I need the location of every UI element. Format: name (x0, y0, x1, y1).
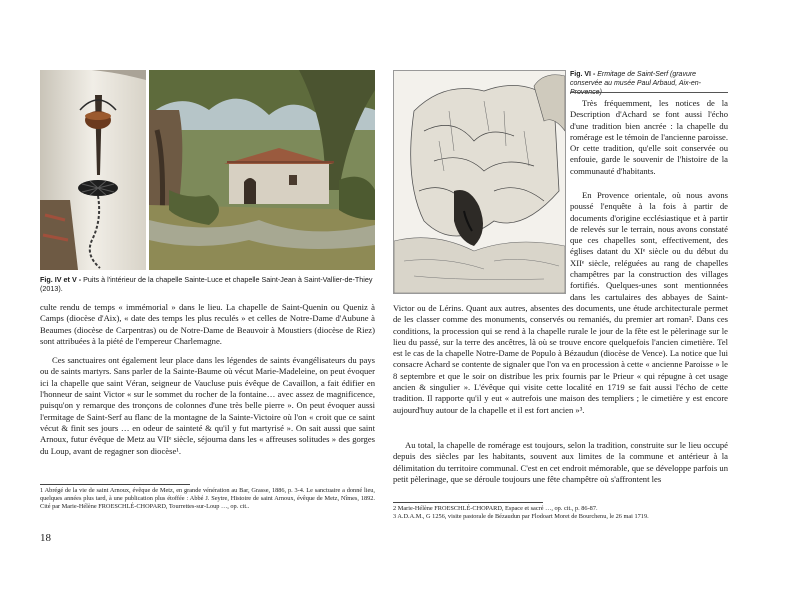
float-spacer (393, 190, 570, 294)
footnote-rule (40, 484, 190, 485)
paragraph-wrap: En Provence orientale, où nous avons poussé l'enquête à la fois à partir de documents d'origine ecclésiastique et à partir de relevés sur le terrain, nous avons constaté que ces chapelles sont, effectivement, des églises datant du XIᵉ siècle ou du début du XIIᵉ siècle, reléguées au rang de chapelles champêtres par la construction des villages fortifiés. Quelques-unes sont mentionnées dans les cartulaires des abbayes de Saint-Victor ou de Lérins. Quant aux autres, absentes des documents, une étude architecturale permet de les classer comme des monuments, conservés ou remaniés, du premier art roman². Dans ces conditions, la procession qui se rend à la chapelle rurale le jour de la fête est le pèlerinage sur le lieu du passé, sur la terre des ancêtres, là où se trouve encore quelquefois l'ancien cimetière. Tel est le cas de la chapelle Notre-Dame de Populo à Bézaudun (diocèse de Vence). La notice que lui consacre Achard se contente de signaler que l'on va en procession à cette « ancienne Paroisse » le 8 septembre et que le soir on distribue les prix fournis par le Prieur « qui répugne à cet usage ancien & singulier ». L'évêque qui visite cette localité en 1719 se fait aussi l'écho de cette tradition. Il rapporte qu'il y eut « autrefois une maison des templiers ; le cimetière y est encore aujourd'huy autour de la chapelle et il est fort ancien »³. (393, 190, 728, 415)
paragraph: culte rendu de temps « immémorial » dans le lieu. La chapelle de Saint-Quenin ou Queniz à Camps (diocèse d'Aix), « date des temps les plus reculés » et celles de Notre-Dame d'Aubune à Beaumes (diocèse de Carpentras) ou de Notre-Dame de Beauvoir à Moustiers (diocèse de Riez) sont attribuées à la piété de l'empereur Charlemagne. (40, 302, 375, 346)
footnote-rule (393, 502, 543, 503)
footnote: 3 A.D.A.M., G 1256, visite pastorale de Bézaudun par Flodoart Moret de Bourchenu, le 26 mai 1719. (393, 513, 649, 521)
caption-label: Fig. IV et V - (40, 275, 84, 284)
right-column-upper-text (570, 98, 728, 177)
figure-iv-v-caption (40, 275, 380, 293)
right-column-lower-text (393, 440, 728, 485)
figure-v-photo (149, 70, 375, 270)
right-column-text (393, 190, 728, 416)
caption-rule (570, 92, 728, 93)
left-footnotes (40, 487, 375, 511)
caption-text: Ermitage de Saint-Serf (gravure conservée au musée Paul Arbaud, Aix-en-Provence) (570, 71, 701, 96)
caption-text: Puits à l'intérieur de la chapelle Sainte-Luce et chapelle Saint-Jean à Saint-Vallier-de-Thiey (2013). (40, 275, 373, 293)
paragraph: Très fréquemment, les notices de la Description d'Achard se font aussi l'écho d'une tradition bien ancrée : la chapelle du romérage est le témoin de l'ancienne paroisse. Or cette tradition, qu'elle soit conservée ou enfouie, garde le souvenir de l'histoire de la communauté d'habitants. (570, 98, 728, 176)
right-footnotes (393, 505, 728, 521)
footnote: 1 Abrégé de la vie de saint Arnoux, évêque de Metz, en grande vénération au Bar, Grasse, 1886, p. 3-4. Le sanctuaire a donné lieu, quelques années plus tard, à une publication plus étoffée : Abbé J. Seytre, Histoire de saint Arnoux, évêque de Metz, Nîmes, 1892. Cité par Marie-Hélène FROESCHLÉ-CHOPARD, Tourrettes-sur-Loup …, op. cit.. (40, 487, 375, 511)
left-column-text (40, 302, 375, 457)
figure-iv-photo (40, 70, 146, 270)
paragraph: Au total, la chapelle de romérage est toujours, selon la tradition, construite sur le lieu occupé depuis des siècles par les habitants, souvent aux limites de la commune et antérieur à la délimitation du territoire communal. C'est en cet endroit mémorable, que se développe parfois un petit pèlerinage, que se déroule toujours une fête champêtre où s'affrontent les (393, 440, 728, 484)
footnote: 2 Marie-Hélène FROESCHLÉ-CHOPARD, Espace et sacré …, op. cit., p. 86-87. (393, 505, 598, 512)
page-number: 18 (40, 532, 51, 544)
paragraph: Ces sanctuaires ont également leur place dans les légendes de saints évangélisateurs du pays ou de saints martyrs. Sans parler de la Sainte-Baume où vécut Marie-Madeleine, on peut évoquer ici la chapelle que saint Véran, seigneur de Vaucluse puis évêque de Cavaillon, a fait édifier en l'honneur de saint Victor « sur le sommet du rocher de la fontaine… avec assez de magnificence, puisqu'on y remarque des tronçons de colonnes d'une très belle pierre ». On peut évoquer aussi l'ermitage de Saint-Serf au flanc de la montagne de la Sainte-Victoire où l'on « croit que ce saint vécut & finit ses jours … en odeur de sainteté & qu'il y fut martyrisé ». On sait aussi que saint Arnoux, futur évêque de Metz au VIIᵉ siècle, séjourna dans les « affreuses solitudes » des gorges du Loup, avant de regagner son diocèse¹. (40, 355, 375, 456)
caption-label: Fig. VI - (570, 71, 598, 78)
